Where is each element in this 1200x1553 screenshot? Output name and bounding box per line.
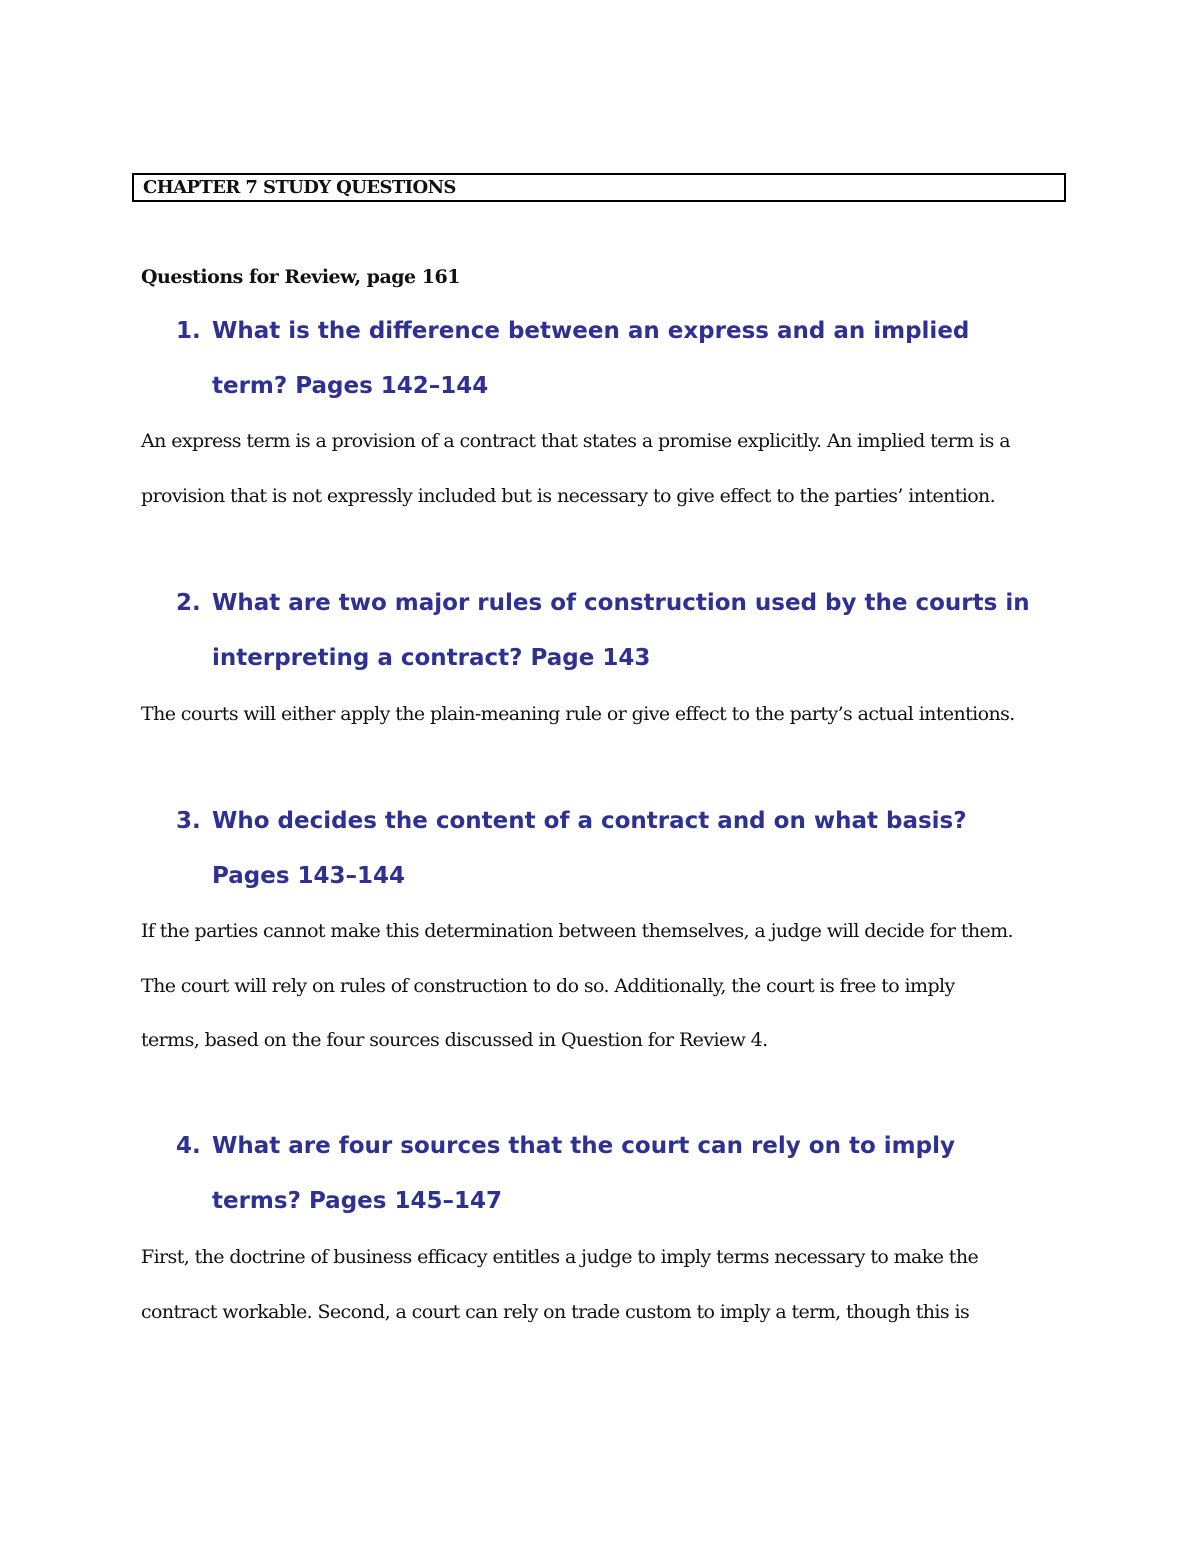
answer-line: The court will rely on rules of construction to do so. Additionally, the court is free to imply: [141, 974, 955, 997]
chapter-title: CHAPTER 7 STUDY QUESTIONS: [143, 177, 456, 198]
question-line: [176, 576, 1076, 631]
question-text-continued: terms? Pages 145–147: [212, 1188, 502, 1214]
question-number: 4.: [176, 1133, 201, 1159]
question-number: 1.: [176, 318, 201, 344]
question-text-continued: Pages 143–144: [212, 863, 406, 889]
answer-1: [141, 414, 1071, 523]
question-1: [176, 304, 1076, 414]
question-number: 3.: [176, 808, 201, 834]
section-subheading: Questions for Review, page 161: [141, 266, 460, 288]
answer-line: contract workable. Second, a court can rely on trade custom to imply a term, though this is: [141, 1300, 970, 1323]
question-line: [176, 1119, 1076, 1174]
question-text: What is the difference between an express and an implied: [212, 318, 970, 344]
answer-line: An express term is a provision of a contract that states a promise explicitly. An implied term is a: [141, 430, 1010, 452]
question-3: [176, 794, 1076, 904]
question-4: [176, 1119, 1076, 1229]
answer-line: terms, based on the four sources discussed in Question for Review 4.: [141, 1029, 768, 1051]
answer-2: [141, 687, 1071, 742]
answer-line: The courts will either apply the plain-meaning rule or give effect to the party’s actual intentions.: [141, 703, 1015, 725]
chapter-title-box: [132, 173, 1066, 202]
question-text: What are four sources that the court can rely on to imply: [212, 1133, 955, 1159]
question-text-continued: interpreting a contract? Page 143: [212, 645, 651, 671]
answer-4: [141, 1230, 1071, 1339]
answer-line: First, the doctrine of business efficacy entitles a judge to imply terms necessary to make the: [141, 1246, 979, 1268]
answer-3: [141, 904, 1071, 1068]
question-text: What are two major rules of construction used by the courts in: [212, 590, 1030, 616]
question-2: [176, 576, 1076, 686]
question-line: [176, 304, 1076, 359]
answer-line: provision that is not expressly included but is necessary to give effect to the parties’ intention.: [141, 484, 996, 507]
question-text: Who decides the content of a contract and on what basis?: [212, 808, 967, 834]
answer-line: If the parties cannot make this determination between themselves, a judge will decide for them.: [141, 920, 1013, 942]
question-text-continued: term? Pages 142–144: [212, 373, 489, 399]
question-number: 2.: [176, 590, 201, 616]
question-line: [176, 794, 1076, 849]
